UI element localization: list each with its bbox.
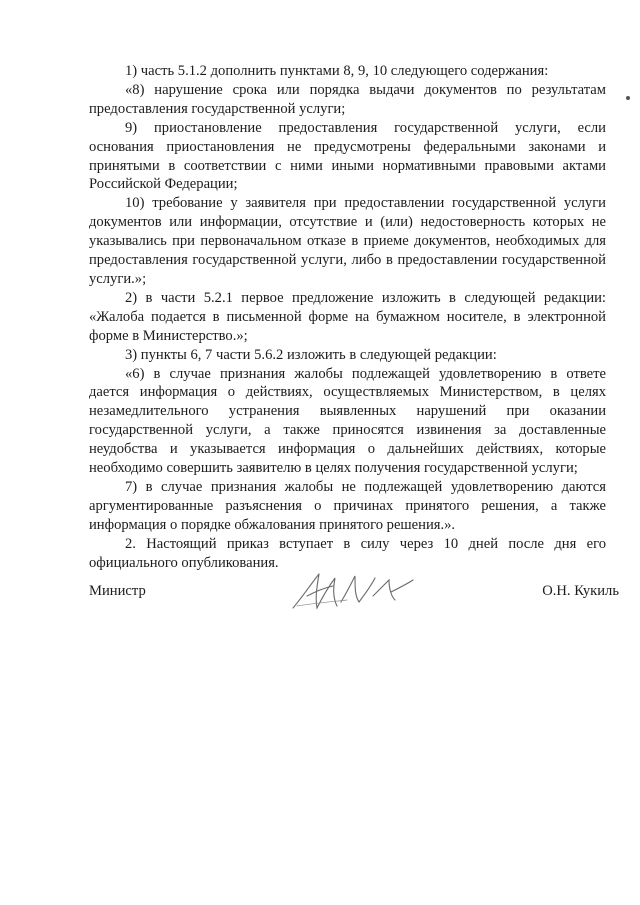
document-body: [89, 62, 606, 572]
signature-block: [89, 580, 619, 620]
paragraph-5: 2) в части 5.2.1 первое предложение изложить в следующей редакции: «Жалоба подается в письменной форме на бумажном носителе, в электронной форме в Министерство.»;: [89, 289, 606, 344]
signatory-name: О.Н. Кукиль: [542, 583, 619, 599]
paragraph-4: 10) требование у заявителя при предоставлении государственной услуги документов или информации, отсутствие и (или) недостоверность которых не указывались при первоначальном отказе в приеме документов, необходимых для предоставления государственной услуги, либо в предоставлении государственной услуги.»;: [89, 195, 606, 287]
paragraph-3: 9) приостановление предоставления государственной услуги, если основания приостановления не предусмотрены федеральными законами и принятыми в соответствии с ними иными нормативными правовыми актами Российской Федерации;: [89, 119, 606, 193]
paragraph-7: «6) в случае признания жалобы подлежащей удовлетворению в ответе дается информация о действиях, осуществляемых Министерством, в целях незамедлительного устранения выявленных нарушений при оказании государственной услуги, а также приносятся извинения за доставленные неудобства и указывается информация о дальнейших действиях, которые необходимо совершить заявителю в целях получения государственной услуги;: [89, 365, 606, 477]
signatory-title: Министр: [89, 583, 146, 599]
paragraph-2: «8) нарушение срока или порядка выдачи документов по результатам предоставления государственной услуги;: [89, 81, 606, 117]
paragraph-6: 3) пункты 6, 7 части 5.6.2 изложить в следующей редакции:: [125, 346, 497, 363]
paragraph-8: 7) в случае признания жалобы не подлежащей удовлетворению даются аргументированные разъяснения о причинах принятого решения, а также информация о порядке обжалования принятого решения.».: [89, 478, 606, 533]
paragraph-9: 2. Настоящий приказ вступает в силу через 10 дней после дня его официального опубликования.: [89, 535, 606, 571]
handwritten-signature: [289, 566, 419, 612]
scan-edge-mark: [626, 96, 630, 100]
paragraph-1: 1) часть 5.1.2 дополнить пунктами 8, 9, 10 следующего содержания:: [125, 63, 549, 79]
